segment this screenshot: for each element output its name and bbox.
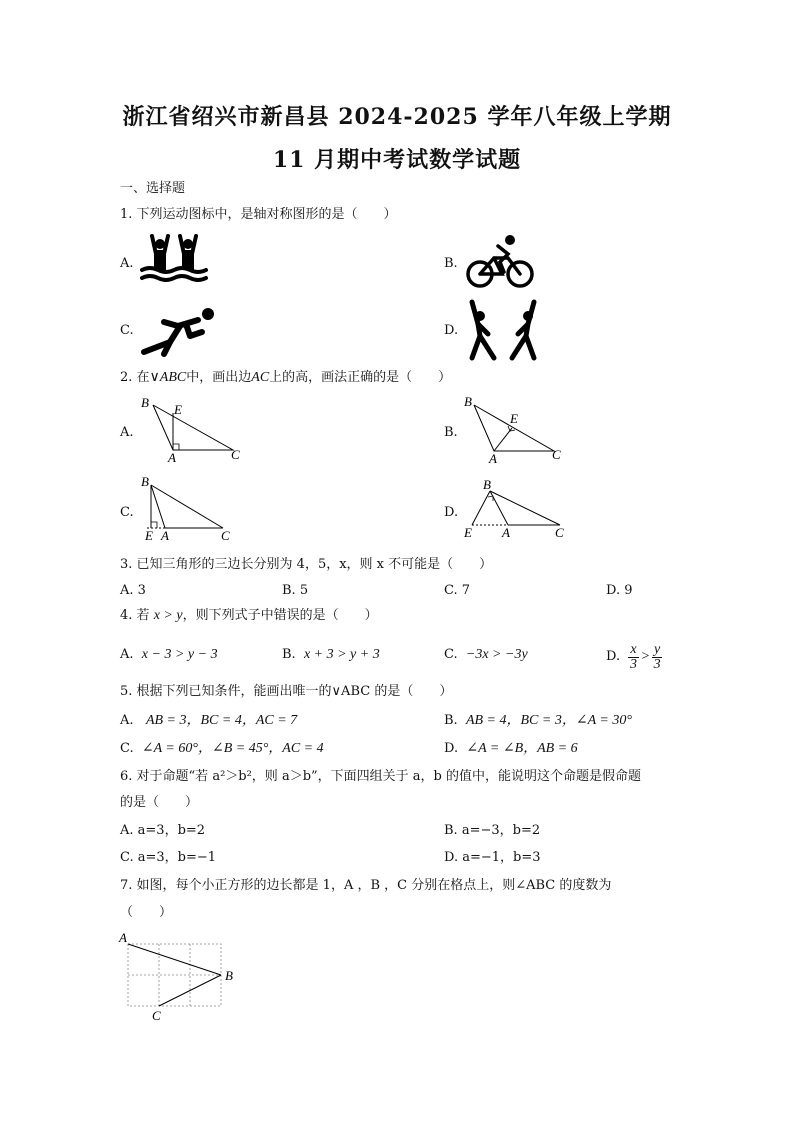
q2-stem-pre: 2. 在	[120, 370, 150, 385]
q1-option-d-label: D.	[444, 323, 459, 338]
q1-option-c-label: C.	[120, 323, 134, 338]
q2a-label-a: A	[168, 450, 176, 465]
q7-label-b: B	[225, 968, 233, 983]
question-7-stem-line2: （ ）	[120, 905, 173, 920]
q2d-label-b: B	[483, 477, 491, 492]
q3-option-a: A. 3	[120, 583, 146, 598]
question-6-stem-line1: 6. 对于命题“若 a²＞b²，则 a＞b”，下面四组关于 a，b 的值中，能说明这个命题是假命题	[120, 769, 641, 784]
exam-title-line1: 浙江省绍兴市新昌县 2024-2025 学年八年级上学期	[122, 104, 672, 130]
q4-option-a	[120, 647, 218, 663]
q2d-label-e: E	[464, 525, 472, 540]
q3-option-d: D. 9	[606, 583, 633, 598]
q4-condition: x > y	[153, 608, 183, 623]
q2-triangle-symbol: ∨ABC	[149, 370, 187, 385]
q4d-greater-than: >	[640, 649, 651, 664]
q2d-label-a: A	[502, 525, 510, 540]
q4d-denominator-right: 3	[653, 656, 661, 672]
q2c-label-b: B	[141, 474, 149, 489]
q6-option-d: D. a=−1，b=3	[444, 850, 541, 865]
q5-option-c	[120, 741, 324, 757]
q4-option-b	[282, 647, 380, 663]
q2-option-a-label: A.	[120, 425, 134, 440]
q5-option-a	[120, 713, 297, 729]
q6-option-c: C. a=3，b=−1	[120, 850, 217, 865]
q5-option-d-expr: ∠A = ∠B，AB = 6	[466, 741, 578, 756]
q5-option-d-label: D.	[444, 741, 459, 756]
q5-option-b-label: B.	[444, 713, 458, 728]
q4-option-b-expr: x + 3 > y + 3	[303, 647, 380, 662]
q4-stem-post: ，则下列式子中错误的是（ ）	[182, 608, 378, 623]
q2-stem-post: 上的高，画法正确的是（ ）	[269, 370, 452, 385]
q4-option-d-frac-right	[652, 643, 662, 672]
q2d-label-c: C	[555, 525, 564, 540]
q4-option-a-label: A.	[120, 647, 134, 662]
q2b-label-a: A	[489, 451, 497, 465]
q1-option-a-label: A.	[120, 256, 134, 271]
question-5-stem: 5. 根据下列已知条件，能画出唯一的∨ABC 的是（ ）	[120, 684, 453, 699]
q4d-numerator-x: x	[630, 641, 637, 657]
question-2-stem	[120, 370, 451, 386]
q2c-label-c: C	[221, 528, 230, 543]
q7-label-c: C	[152, 1008, 161, 1023]
q2a-label-b: B	[141, 395, 149, 410]
q4-option-c	[444, 647, 528, 663]
q2-figure-d	[460, 477, 575, 543]
q5-option-b	[444, 713, 632, 729]
q4-option-b-label: B.	[282, 647, 296, 662]
q3-option-c: C. 7	[444, 583, 471, 598]
water-polo-icon	[138, 232, 210, 290]
q7-label-a: A	[119, 930, 127, 945]
q3-option-b: B. 5	[282, 583, 309, 598]
q2a-label-e: E	[174, 402, 182, 417]
question-7-stem-line1: 7. 如图，每个小正方形的边长都是 1，A ，B ，C 分别在格点上，则∠ABC 的度数为	[120, 878, 612, 893]
q4-option-d-frac-left	[628, 643, 638, 672]
q5-option-b-expr: AB = 4，BC = 3，∠A = 30°	[465, 713, 632, 728]
q4d-denominator-left: 3	[629, 656, 637, 672]
question-4-stem	[120, 608, 378, 624]
q5-option-a-expr: AB = 3，BC = 4，AC = 7	[145, 713, 298, 728]
q5-option-a-label: A.	[120, 713, 134, 728]
q5-option-c-label: C.	[120, 741, 134, 756]
q2-option-b-label: B.	[444, 425, 458, 440]
q2-figure-a	[135, 395, 250, 465]
q4-option-d-label: D.	[606, 649, 621, 664]
aerobics-icon	[464, 298, 542, 362]
q2c-label-e: E	[145, 528, 153, 543]
q6-option-a: A. a=3，b=2	[120, 823, 206, 838]
question-3-stem: 3. 已知三角形的三边长分别为 4，5，x，则 x 不可能是（ ）	[120, 557, 493, 572]
q7-grid-figure	[116, 928, 246, 1024]
q4d-numerator-y: y	[654, 641, 661, 657]
q2a-label-c: C	[231, 447, 240, 462]
question-6-stem-line2: 的是（ ）	[120, 795, 199, 810]
q2-figure-b	[460, 393, 575, 465]
q6-option-b: B. a=−3，b=2	[444, 823, 541, 838]
q1-option-b-label: B.	[444, 256, 458, 271]
q2b-label-c: C	[552, 447, 561, 462]
q2b-label-b: B	[464, 394, 472, 409]
running-icon	[140, 302, 216, 358]
q2-option-d-label: D.	[444, 505, 459, 520]
q4-option-d	[606, 640, 662, 674]
q2-option-c-label: C.	[120, 505, 134, 520]
q4-option-a-expr: x − 3 > y − 3	[141, 647, 218, 662]
q5-option-d	[444, 741, 578, 757]
cycling-icon	[464, 232, 536, 290]
q2-stem-mid: 中，画出边	[186, 370, 252, 385]
q4-stem-pre: 4. 若	[120, 608, 150, 623]
question-1-stem: 1. 下列运动图标中，是轴对称图形的是（ ）	[120, 207, 397, 222]
q4-option-c-label: C.	[444, 647, 458, 662]
q5-option-c-expr: ∠A = 60°，∠B = 45°，AC = 4	[141, 741, 324, 756]
exam-title-line2: 11 月期中考试数学试题	[272, 147, 522, 173]
section-heading: 一、选择题	[120, 181, 186, 196]
q2-side-ac: AC	[251, 370, 270, 385]
q2b-label-e: E	[510, 411, 518, 426]
q2-figure-c	[135, 473, 250, 543]
q4-option-c-expr: −3x > −3y	[465, 647, 528, 662]
q2c-label-a: A	[161, 528, 169, 543]
